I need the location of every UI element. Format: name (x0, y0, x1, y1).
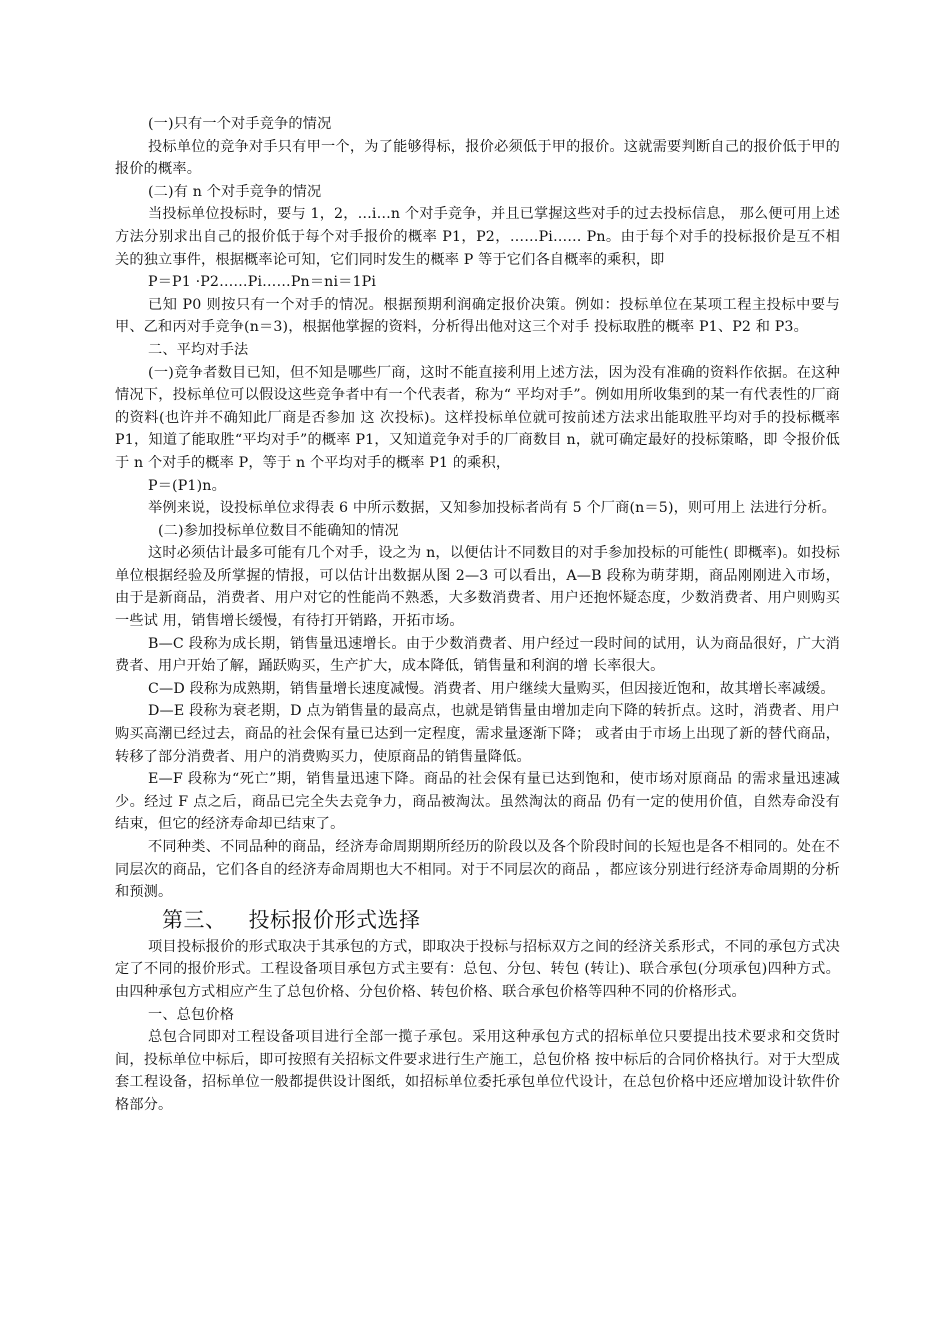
document-body (115, 113, 840, 1117)
paragraph: 投标单位的竞争对手只有甲一个，为了能够得标，报价必须低于甲的报价。这就需要判断自己的报价低于甲的报价的概率。 (115, 138, 840, 178)
paragraph: (一)竞争者数目已知，但不知是哪些厂商，这时不能直接利用上述方法，因为没有准确的资料作依据。在这种情况下，投标单位可以假设这些竞争者中有一个代表者，称为“ 平均对手”。例如用所收集到的某一有代表性的厂商的资料(也许并不确知此厂商是否参加 这 次投标)。这样投标单位就可按前述方法求出能取胜平均对手的投标概率 P1，知道了能取胜“平均对手”的概率 P1，又知道竞争对手的厂商数目 n，就可确定最好的投标策略，即 令报价低于 n 个对手的概率 P，等于 n 个平均对手的概率 P1 的乘积， (115, 364, 840, 471)
subheading-unknown-count: (二)参加投标单位数目不能确知的情况 (158, 522, 399, 539)
subheading-total-contract-price: 一、总包价格 (148, 1006, 235, 1023)
paragraph: 当投标单位投标时，要与 1，2，…i…n 个对手竞争，并且已掌握这些对手的过去投标信息， 那么便可用上述方法分别求出自己的报价低于每个对手报价的概率 P1，P2，……Pi…… Pn。由于每个对手的投标报价是互不相关的独立事件，根据概率论可知，它们同时发生的概率 P 等于它们各自概率的乘积，即 (115, 206, 840, 268)
subheading-single-opponent: (一)只有一个对手竞争的情况 (148, 116, 332, 132)
paragraph: C—D 段称为成熟期，销售量增长速度减慢。消费者、用户继续大量购买，但因接近饱和，故其增长率减缓。 (148, 680, 835, 697)
section-heading-number: 第三、 (162, 907, 227, 932)
section-heading (115, 904, 840, 936)
paragraph: 举例来说，设投标单位求得表 6 中所示数据，又知参加投标者尚有 5 个厂商(n＝5)，则可用上 法进行分析。 (148, 500, 837, 517)
paragraph: 已知 P0 则按只有一个对手的情况。根据预期利润确定报价决策。例如：投标单位在某项工程主投标中要与甲、乙和丙对手竞争(n＝3)，根据他掌握的资料，分析得出他对这三个对手 投标取胜的概率 P1、P2 和 P3。 (115, 296, 840, 336)
paragraph: 不同种类、不同品种的商品，经济寿命周期期所经历的阶段以及各个阶段时间的长短也是各不相同的。处在不同层次的商品，它们各自的经济寿命周期也大不相同。对于不同层次的商品 ，都应该分别进行经济寿命周期的分析和预测。 (115, 839, 840, 901)
paragraph: B—C 段称为成长期，销售量迅速增长。由于少数消费者、用户经过一段时间的试用，认为商品很好，广大消费者、用户开始了解，踊跃购买，生产扩大，成本降低，销售量和利润的增 长率很大。 (115, 635, 840, 675)
paragraph: D—E 段称为衰老期，D 点为销售量的最高点，也就是销售量由增加走向下降的转折点。这时，消费者、用户购买高潮已经过去，商品的社会保有量已达到一定程度，需求量逐渐下降； 或者由于市场上出现了新的替代商品，转移了部分消费者、用户的消费购买力，使原商品的销售量降低。 (115, 703, 840, 765)
paragraph: 总包合同即对工程设备项目进行全部一揽子承包。采用这种承包方式的招标单位只要提出技术要求和交货时间，投标单位中标后，即可按照有关招标文件要求进行生产施工，总包价格 按中标后的合同价格执行。对于大型成套工程设备，招标单位一般都提供设计图纸，如招标单位委托承包单位代设计，在总包价格中还应增加设计软件价格部分。 (115, 1029, 840, 1113)
section-heading-title: 投标报价形式选择 (248, 907, 421, 932)
formula-power: P＝(P1)n。 (148, 477, 226, 494)
paragraph: 这时必须估计最多可能有几个对手，设之为 n，以便估计不同数目的对手参加投标的可能性( 即概率)。如投标单位根据经验及所掌握的情报，可以估计出数据从图 2—3 可以看出，A—B 段称为萌芽期，商品刚刚进入市场，由于是新商品，消费者、用户对它的性能尚不熟悉，大多数消费者、用户还抱怀疑态度，少数消费者、用户则购买一些试 用，销售增长缓慢，有待打开销路，开拓市场。 (115, 545, 840, 630)
paragraph: 项目投标报价的形式取决于其承包的方式，即取决于投标与招标双方之间的经济关系形式，不同的承包方式决定了不同的报价形式。工程设备项目承包方式主要有：总包、分包、转包 (转让)、联合承包(分项承包)四种方式。由四种承包方式相应产生了总包价格、分包价格、转包价格、联合承包价格等四种不同的价格形式。 (115, 938, 840, 1000)
formula-product: P＝P1 ·P2……Pi……Pn＝ni＝1Pi (148, 274, 377, 291)
paragraph: E—F 段称为“死亡”期，销售量迅速下降。商品的社会保有量已达到饱和，使市场对原商品 的需求量迅速减少。经过 F 点之后，商品已完全失去竞争力，商品被淘汰。虽然淘汰的商品 仍有一定的使用价值，自然寿命没有结束，但它的经济寿命却已结束了。 (115, 771, 840, 833)
subheading-average-opponent: 二、平均对手法 (148, 341, 249, 358)
subheading-n-opponents: (二)有 n 个对手竞争的情况 (148, 183, 322, 200)
